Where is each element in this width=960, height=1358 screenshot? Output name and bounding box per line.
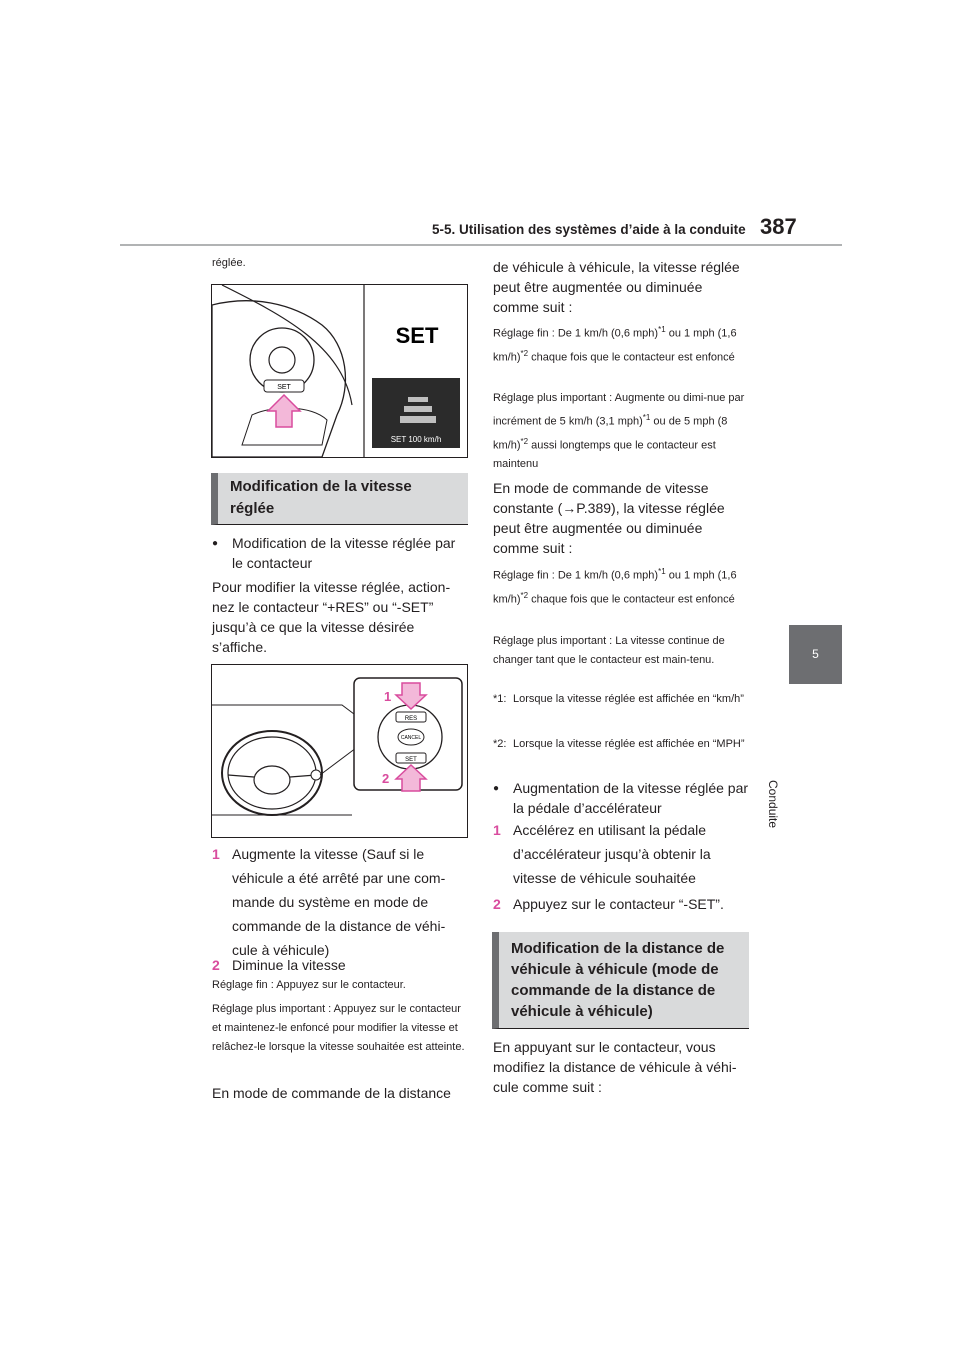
note-fine: Réglage fin : Appuyez sur le contacteur. [212, 979, 406, 991]
paragraph-constant-speed: En mode de commande de vitesse constante (→P.389), la vitesse réglée peut être augmentée ou diminuée comme suit : [493, 480, 725, 556]
callout-2: 2 [382, 771, 390, 786]
fine-adjust-2-c: chaque fois que le contacteur est enfoncé [528, 593, 735, 606]
footnote-ref: *2 [520, 590, 529, 600]
bullet-dot-icon: ● [493, 783, 500, 794]
paragraph-distance-switch: En appuyant sur le contacteur, vous modifiez la distance de véhicule à véhi-cule comme suit : [493, 1039, 737, 1095]
step-decrease-text: Diminue la vitesse [232, 957, 346, 973]
bullet-switch-text: Modification de la vitesse réglée par le contacteur [232, 535, 456, 571]
large-adjust-2: Réglage plus important : La vitesse continue de changer tant que le contacteur est main-tenu. [493, 635, 725, 666]
set-label: SET [405, 757, 417, 763]
step-decrease [212, 953, 470, 977]
step-press-set-number: 2 [493, 896, 501, 912]
callout-1: 1 [384, 689, 392, 704]
footnote-1-text: Lorsque la vitesse réglée est affichée en “km/h” [513, 693, 744, 705]
heading-modify-distance: Modification de la distance de véhicule à véhicule (mode de commande de la distance de véhicule à véhicule) [492, 932, 749, 1029]
footnote-ref: *2 [520, 436, 529, 446]
fine-adjust-1-c: chaque fois que le contacteur est enfoncé [528, 351, 735, 364]
fine-adjust-2-b: ou 1 mph (1,6 km/h) [493, 569, 737, 606]
figure-set-switch [211, 284, 468, 458]
step-decrease-number: 2 [212, 957, 220, 973]
bullet-accelerator-text: Augmentation de la vitesse réglée par la pédale d’accélérateur [513, 780, 749, 816]
footnote-2-text: Lorsque la vitesse réglée est affichée en “MPH” [513, 738, 745, 750]
chapter-label [766, 720, 800, 829]
footnote-ref: *1 [658, 325, 666, 334]
res-label: RES [404, 716, 418, 722]
step-accelerate-text: Accélérez en utilisant la pédale d’accélérateur jusqu’à obtenir la vitesse de véhicule souhaitée [513, 822, 711, 886]
large-adjust-1-c: aussi longtemps que le contacteur est maintenu [493, 439, 716, 471]
step-increase [212, 842, 470, 962]
footnote-ref: *2 [520, 348, 529, 358]
footnote-1 [493, 690, 751, 709]
chapter-label-text: Conduite [766, 780, 780, 829]
large-adjust-1-a: Réglage plus important : Augmente ou dimi-nue par incrément de 5 km/h (3,1 mph) [493, 392, 745, 428]
large-adjust-1 [493, 389, 751, 474]
paragraph-distance-cont: de véhicule à véhicule, la vitesse réglée peut être augmentée ou diminuée comme suit : [493, 259, 740, 315]
paragraph-distance-mode: En mode de commande de la distance [212, 1085, 451, 1101]
note-large: Réglage plus important : Appuyez sur le contacteur et maintenez-le enfoncé pour modifier la vitesse et relâchez-le lorsque la vitesse souhaitée est atteinte. [212, 1003, 465, 1053]
bullet-dot-icon: ● [212, 538, 219, 549]
large-adjust-1-b: ou de 5 mph (8 km/h) [493, 415, 728, 452]
step-press-set-text: Appuyez sur le contacteur “-SET”. [513, 896, 724, 912]
fine-adjust-1 [493, 320, 751, 367]
set-button-label: SET [277, 384, 291, 391]
set-indicator-text: SET [395, 323, 439, 348]
footnote-ref: *1 [642, 413, 651, 422]
footnote-1-mark: *1: [493, 693, 507, 705]
step-accelerate-number: 1 [493, 822, 501, 838]
fine-adjust-1-b: ou 1 mph (1,6 km/h) [493, 327, 737, 364]
display-speed-text: SET 100 km/h [390, 435, 442, 444]
header-rule [120, 244, 842, 246]
page-number: 387 [760, 214, 797, 239]
bullet-accelerator [493, 778, 751, 818]
res-set-illustration [212, 665, 467, 837]
step-press-set [493, 892, 751, 916]
footnote-2-mark: *2: [493, 738, 507, 750]
heading-modify-speed: Modification de la vitesse réglée [211, 473, 468, 525]
section-title: 5-5. Utilisation des systèmes d’aide à la conduite [432, 222, 746, 237]
fine-adjust-2 [493, 562, 751, 609]
chapter-tab[interactable]: 5 [789, 625, 842, 684]
paragraph-modify: Pour modifier la vitesse réglée, action-nez le contacteur “+RES” ou “-SET” jusqu’à ce que la vitesse désirée s’affiche. [212, 579, 451, 655]
footnote-2 [493, 735, 751, 754]
step-increase-number: 1 [212, 846, 220, 862]
intro-text: réglée. [212, 257, 246, 269]
fine-adjust-2-a: Réglage fin : De 1 km/h (0,6 mph) [493, 569, 659, 582]
footnote-ref: *1 [658, 567, 666, 576]
cancel-label: CANCEL [400, 735, 422, 741]
bullet-switch [212, 533, 470, 573]
fine-adjust-1-a: Réglage fin : De 1 km/h (0,6 mph) [493, 327, 659, 340]
set-switch-illustration [212, 285, 467, 457]
figure-res-set-switch [211, 664, 468, 838]
step-increase-text: Augmente la vitesse (Sauf si le véhicule a été arrêté par une com-mande du système en mode de commande de la distance de véhi-cule à véhicule) [232, 846, 446, 958]
step-accelerate [493, 818, 751, 890]
